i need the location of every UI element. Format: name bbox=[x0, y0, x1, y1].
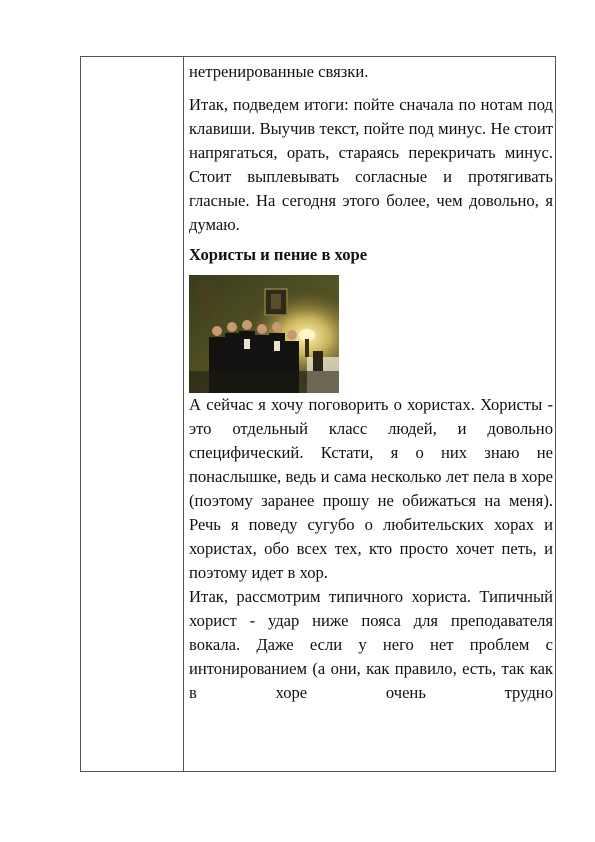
text-cell bbox=[189, 60, 553, 705]
column-divider bbox=[183, 57, 184, 771]
paragraph-typical-chorister: Итак, рассмотрим типичного хориста. Типичный хорист - удар ниже пояса для преподавателя вокала. Даже если у него нет проблем с интонированием (а они, как правило, есть, так как в хоре очень трудно bbox=[189, 587, 553, 702]
paragraph-line1: нетренированные связки. bbox=[189, 62, 369, 81]
paragraph-summary: Итак, подведем итоги: пойте сначала по нотам под клавиши. Выучив текст, пойте под минус. Не стоит напрягаться, орать, стараясь перекричать минус. Стоит выплевывать согласные и протягивать гласные. На сегодня этого более, чем довольно, я думаю. bbox=[189, 95, 553, 234]
choir-painting-image bbox=[189, 275, 339, 393]
paragraph-choristers: А сейчас я хочу поговорить о хористах. Хористы - это отдельный класс людей, и довольно специфический. Кстати, я о них знаю не понаслышке, ведь и сама несколько лет пела в хоре (поэтому заранее прошу не обижаться на меня). Речь я поведу сугубо о любительских хорах и хористах, обо всех тех, кто просто хочет петь, и поэтому идет в хор. bbox=[189, 395, 553, 582]
table-frame bbox=[80, 56, 556, 772]
section-heading: Хористы и пение в хоре bbox=[189, 245, 368, 264]
